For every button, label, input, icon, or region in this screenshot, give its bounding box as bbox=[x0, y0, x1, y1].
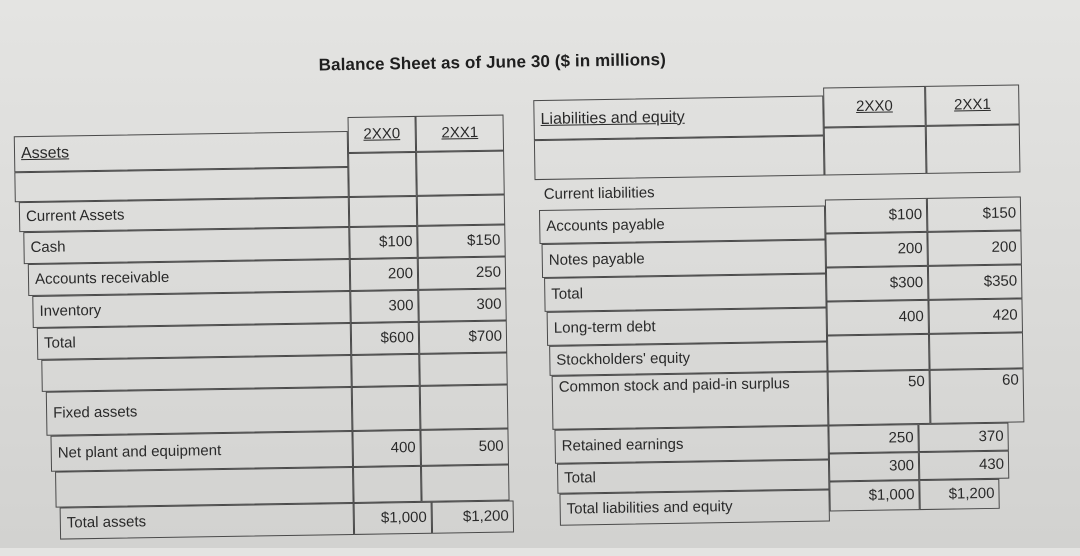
current-assets-total-2xx0: $600 bbox=[351, 322, 419, 355]
current-liabilities-total-label: Total bbox=[544, 274, 826, 312]
assets-spacer-cell bbox=[353, 466, 422, 503]
accounts-receivable-2xx1: 250 bbox=[418, 257, 506, 290]
inventory-2xx0: 300 bbox=[350, 290, 418, 323]
cash-2xx1: $150 bbox=[417, 225, 505, 258]
notes-payable-2xx1: 200 bbox=[927, 230, 1022, 265]
liabilities-spacer-cell bbox=[824, 126, 927, 176]
current-assets-total-2xx1: $700 bbox=[419, 321, 507, 354]
cash-2xx0: $100 bbox=[349, 226, 417, 259]
assets-header: Assets bbox=[14, 131, 349, 172]
liabilities-spacer-row bbox=[534, 136, 825, 181]
assets-col-2xx1: 2XX1 bbox=[416, 115, 505, 152]
common-stock-2xx1: 60 bbox=[930, 368, 1025, 423]
accounts-payable-2xx0: $100 bbox=[825, 198, 928, 234]
net-plant-2xx0: 400 bbox=[352, 430, 421, 467]
current-assets-total-label: Total bbox=[37, 323, 351, 360]
liabilities-header: Liabilities and equity bbox=[533, 96, 824, 141]
assets-spacer-cell bbox=[351, 354, 419, 387]
equity-total-2xx0: 300 bbox=[829, 452, 919, 481]
accounts-payable-label: Accounts payable bbox=[539, 206, 825, 244]
assets-spacer-row bbox=[41, 355, 351, 392]
page-title: Balance Sheet as of June 30 ($ in millions) bbox=[318, 49, 667, 75]
accounts-payable-2xx1: $150 bbox=[927, 196, 1022, 231]
assets-empty-cell bbox=[352, 386, 421, 431]
equity-total-2xx1: 430 bbox=[919, 451, 1009, 480]
liabilities-spacer-cell bbox=[926, 124, 1021, 173]
net-plant-label: Net plant and equipment bbox=[50, 431, 353, 472]
assets-empty-cell bbox=[417, 195, 505, 226]
total-assets-label: Total assets bbox=[60, 503, 354, 540]
assets-spacer-cell bbox=[421, 465, 510, 502]
accounts-receivable-label: Accounts receivable bbox=[28, 259, 350, 296]
total-liabilities-equity-2xx1: $1,200 bbox=[919, 479, 999, 510]
stockholders-equity-heading: Stockholders' equity bbox=[549, 341, 827, 375]
retained-earnings-2xx0: 250 bbox=[828, 424, 918, 453]
current-liabilities-total-2xx0: $300 bbox=[826, 266, 929, 302]
liabilities-empty-cell bbox=[827, 334, 930, 372]
inventory-label: Inventory bbox=[32, 291, 350, 328]
current-liabilities-heading: Current liabilities bbox=[543, 184, 655, 204]
total-liabilities-equity-label: Total liabilities and equity bbox=[559, 489, 829, 525]
assets-spacer-row bbox=[55, 467, 354, 508]
retained-earnings-2xx1: 370 bbox=[918, 423, 1008, 452]
net-plant-2xx1: 500 bbox=[420, 429, 509, 466]
notes-payable-label: Notes payable bbox=[542, 240, 826, 278]
inventory-2xx1: 300 bbox=[418, 289, 506, 322]
long-term-debt-2xx0: 400 bbox=[826, 300, 929, 336]
long-term-debt-2xx1: 420 bbox=[928, 298, 1023, 333]
liabilities-col-2xx0: 2XX0 bbox=[823, 86, 926, 128]
fixed-assets-heading: Fixed assets bbox=[46, 387, 353, 436]
accounts-receivable-2xx0: 200 bbox=[350, 258, 418, 291]
liabilities-empty-cell bbox=[929, 332, 1024, 369]
common-stock-2xx0: 50 bbox=[828, 370, 931, 426]
assets-empty-cell bbox=[420, 385, 509, 430]
common-stock-label: Common stock and paid-in surplus bbox=[552, 371, 829, 429]
assets-spacer-cell bbox=[419, 353, 507, 386]
assets-col-2xx0: 2XX0 bbox=[348, 116, 417, 153]
assets-spacer-cell bbox=[348, 152, 417, 197]
assets-spacer-cell bbox=[416, 151, 505, 196]
current-liabilities-total-2xx1: $350 bbox=[928, 264, 1023, 299]
retained-earnings-label: Retained earnings bbox=[554, 425, 829, 463]
current-assets-heading: Current Assets bbox=[19, 197, 349, 232]
notes-payable-2xx0: 200 bbox=[825, 232, 928, 268]
long-term-debt-label: Long-term debt bbox=[547, 308, 827, 346]
assets-empty-cell bbox=[349, 196, 417, 227]
cash-label: Cash bbox=[23, 227, 349, 264]
total-liabilities-equity-2xx0: $1,000 bbox=[829, 480, 919, 511]
equity-total-label: Total bbox=[557, 459, 829, 493]
total-assets-2xx1: $1,200 bbox=[432, 500, 514, 533]
total-assets-2xx0: $1,000 bbox=[354, 502, 432, 535]
liabilities-col-2xx1: 2XX1 bbox=[925, 84, 1020, 125]
